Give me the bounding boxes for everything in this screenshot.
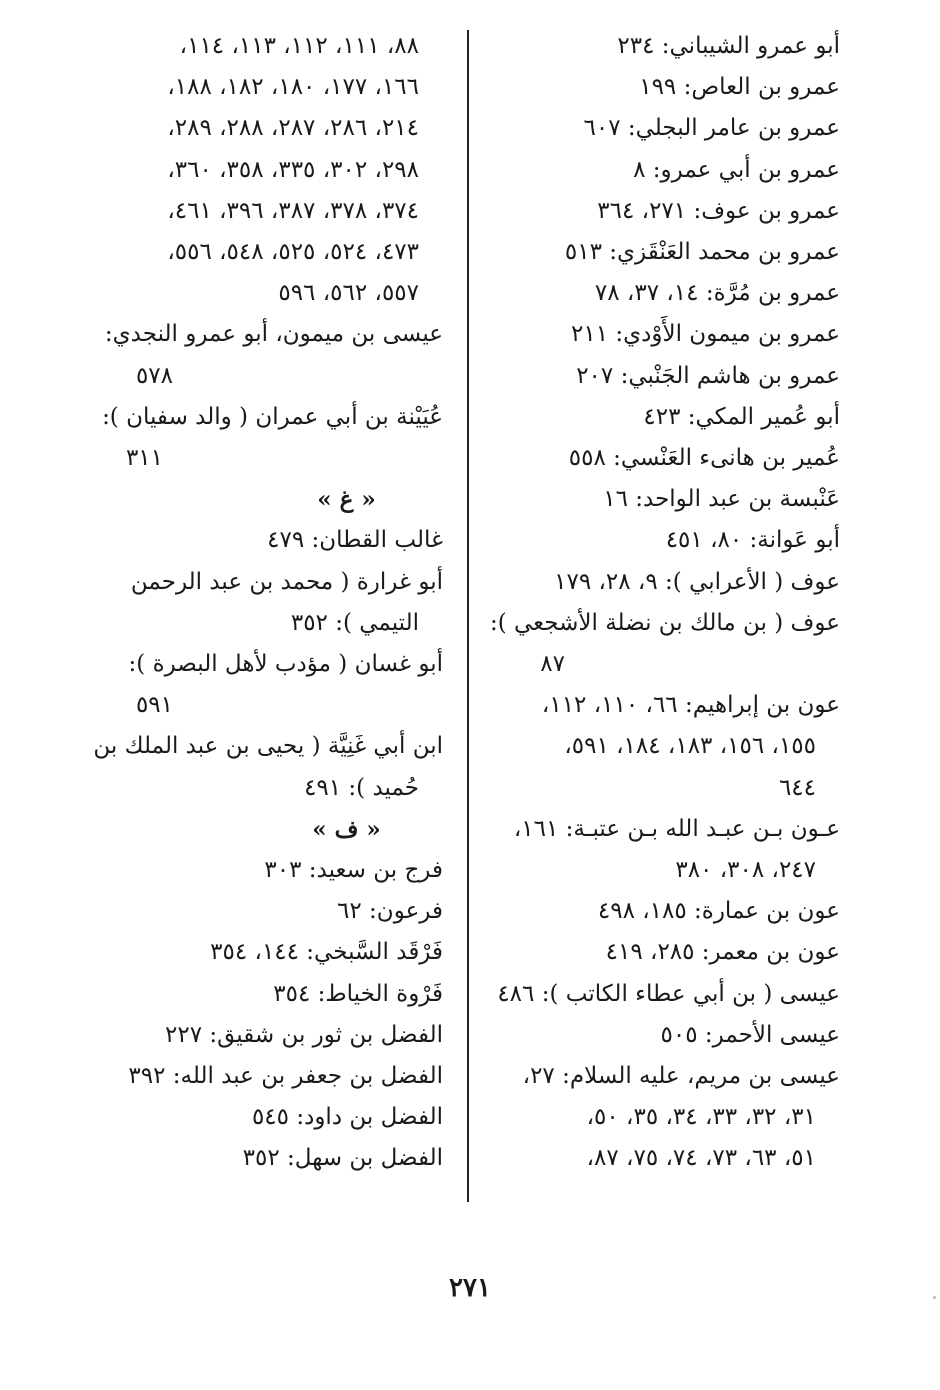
index-entry: عون بن إبراهيم: ٦٦، ١١٠، ١١٢،	[541, 692, 840, 719]
index-entry: عيسى ( بن أبي عطاء الكاتب ): ٤٨٦	[497, 980, 840, 1007]
index-entry: أبو عَوانة: ٨٠، ٤٥١	[665, 527, 840, 554]
index-entry: عمرو بن عوف: ٢٧١، ٣٦٤	[597, 197, 840, 224]
index-entry: فَرْقَد السَّبخي: ١٤٤، ٣٥٤	[210, 939, 443, 966]
index-entry-continuation: ٦٤٤	[778, 774, 816, 801]
index-entry: عَنْبسة بن عبد الواحد: ١٦	[603, 486, 840, 513]
section-letter-heading: « غ »	[317, 486, 376, 514]
index-entry-continuation: ٥٥٧، ٥٦٢، ٥٩٦	[278, 280, 419, 307]
index-entry: عُمير بن هانىء العَنْسي: ٥٥٨	[568, 445, 840, 472]
index-entry-continuation: ١٥٥، ١٥٦، ١٨٣، ١٨٤، ٥٩١،	[564, 733, 816, 760]
index-entry: ابن أبي غَنِيَّة ( يحيى بن عبد الملك بن	[93, 733, 443, 760]
index-entry-continuation: ٨٧	[540, 651, 565, 678]
index-entry-continuation: ٣١، ٣٢، ٣٣، ٣٤، ٣٥، ٥٠،	[586, 1104, 816, 1131]
index-entry-continuation: ٣٧٤، ٣٧٨، ٣٨٧، ٣٩٦، ٤٦١،	[167, 197, 419, 224]
page-number: ٢٧١	[449, 1273, 491, 1303]
index-entry-continuation: ٣١١	[125, 445, 163, 472]
index-entry: الفضل بن ثور بن شقيق: ٢٢٧	[164, 1021, 443, 1048]
index-entry: عيسى الأحمر: ٥٠٥	[660, 1021, 840, 1048]
index-entry-continuation: ٢٤٧، ٣٠٨، ٣٨٠	[675, 857, 816, 884]
index-entry: فَرْوة الخياط: ٣٥٤	[273, 980, 443, 1007]
index-entry: عـون بـن عبـد الله بـن عتبـة: ١٦١،	[513, 815, 840, 842]
index-entry: غالب القطان: ٤٧٩	[267, 527, 443, 554]
index-entry: عيسى بن مريم، عليه السلام: ٢٧،	[522, 1063, 840, 1090]
index-entry: عمرو بن ميمون الأَوْدي: ٢١١	[571, 321, 840, 348]
index-entry-continuation: ٥٩١	[135, 692, 173, 719]
column-divider	[467, 30, 469, 1202]
index-column-right	[489, 26, 840, 1180]
index-entry: عمرو بن أبي عمرو: ٨	[633, 156, 840, 183]
index-entry: فرج بن سعيد: ٣٠٣	[264, 857, 443, 884]
index-entry: أبو عُمير المكي: ٤٢٣	[643, 403, 840, 430]
index-entry-continuation: ٢٩٨، ٣٠٢، ٣٣٥، ٣٥٨، ٣٦٠،	[167, 156, 419, 183]
index-entry: عمرو بن العاص: ١٩٩	[639, 74, 840, 101]
index-entry-continuation: ٥٧٨	[135, 362, 173, 389]
index-entry: عون بن معمر: ٢٨٥، ٤١٩	[605, 939, 840, 966]
index-entry: عمرو بن محمد العَنْقَزي: ٥١٣	[564, 239, 840, 266]
index-entry: عيسى بن ميمون، أبو عمرو النجدي:	[104, 321, 443, 348]
index-entry: فرعون: ٦٢	[337, 898, 443, 925]
index-entry-continuation: التيمي ): ٣٥٢	[290, 609, 419, 636]
index-entry: أبو غسان ( مؤدب لأهل البصرة ):	[128, 651, 443, 678]
section-letter-heading: « ف »	[312, 815, 381, 843]
index-entry-continuation: ٤٧٣، ٥٢٤، ٥٢٥، ٥٤٨، ٥٥٦،	[167, 239, 419, 266]
index-entry: الفضل بن جعفر بن عبد الله: ٣٩٢	[128, 1063, 443, 1090]
index-column-left	[93, 26, 443, 1180]
index-entry: عمرو بن عامر البجلي: ٦٠٧	[583, 115, 840, 142]
index-entry-continuation: ٥١، ٦٣، ٧٣، ٧٤، ٧٥، ٨٧،	[586, 1145, 816, 1172]
scan-speck	[933, 1296, 936, 1299]
index-entry: عمرو بن هاشم الجَنْبي: ٢٠٧	[576, 362, 840, 389]
index-entry: الفضل بن داود: ٥٤٥	[251, 1104, 443, 1131]
index-entry-continuation: حُميد ): ٤٩١	[304, 774, 419, 801]
index-entry: أبو عمرو الشيباني: ٢٣٤	[617, 33, 840, 59]
index-entry: أبو غرارة ( محمد بن عبد الرحمن	[130, 568, 443, 595]
index-entry-continuation: ١٦٦، ١٧٧، ١٨٠، ١٨٢، ١٨٨،	[167, 74, 419, 101]
index-entry: عُيَيْنة بن أبي عمران ( والد سفيان ):	[102, 403, 443, 430]
index-entry: عوف ( بن مالك بن نضلة الأشجعي ):	[489, 609, 840, 636]
index-entry-continuation: ٨٨، ١١١، ١١٢، ١١٣، ١١٤،	[179, 33, 419, 59]
index-entry: عوف ( الأعرابي ): ٩، ٢٨، ١٧٩	[554, 568, 840, 595]
index-entry-continuation: ٢١٤، ٢٨٦، ٢٨٧، ٢٨٨، ٢٨٩،	[167, 115, 419, 142]
index-entry: عمرو بن مُرَّة: ١٤، ٣٧، ٧٨	[594, 280, 840, 307]
index-entry: عون بن عمارة: ١٨٥، ٤٩٨	[597, 898, 840, 925]
index-entry: الفضل بن سهل: ٣٥٢	[242, 1145, 443, 1172]
